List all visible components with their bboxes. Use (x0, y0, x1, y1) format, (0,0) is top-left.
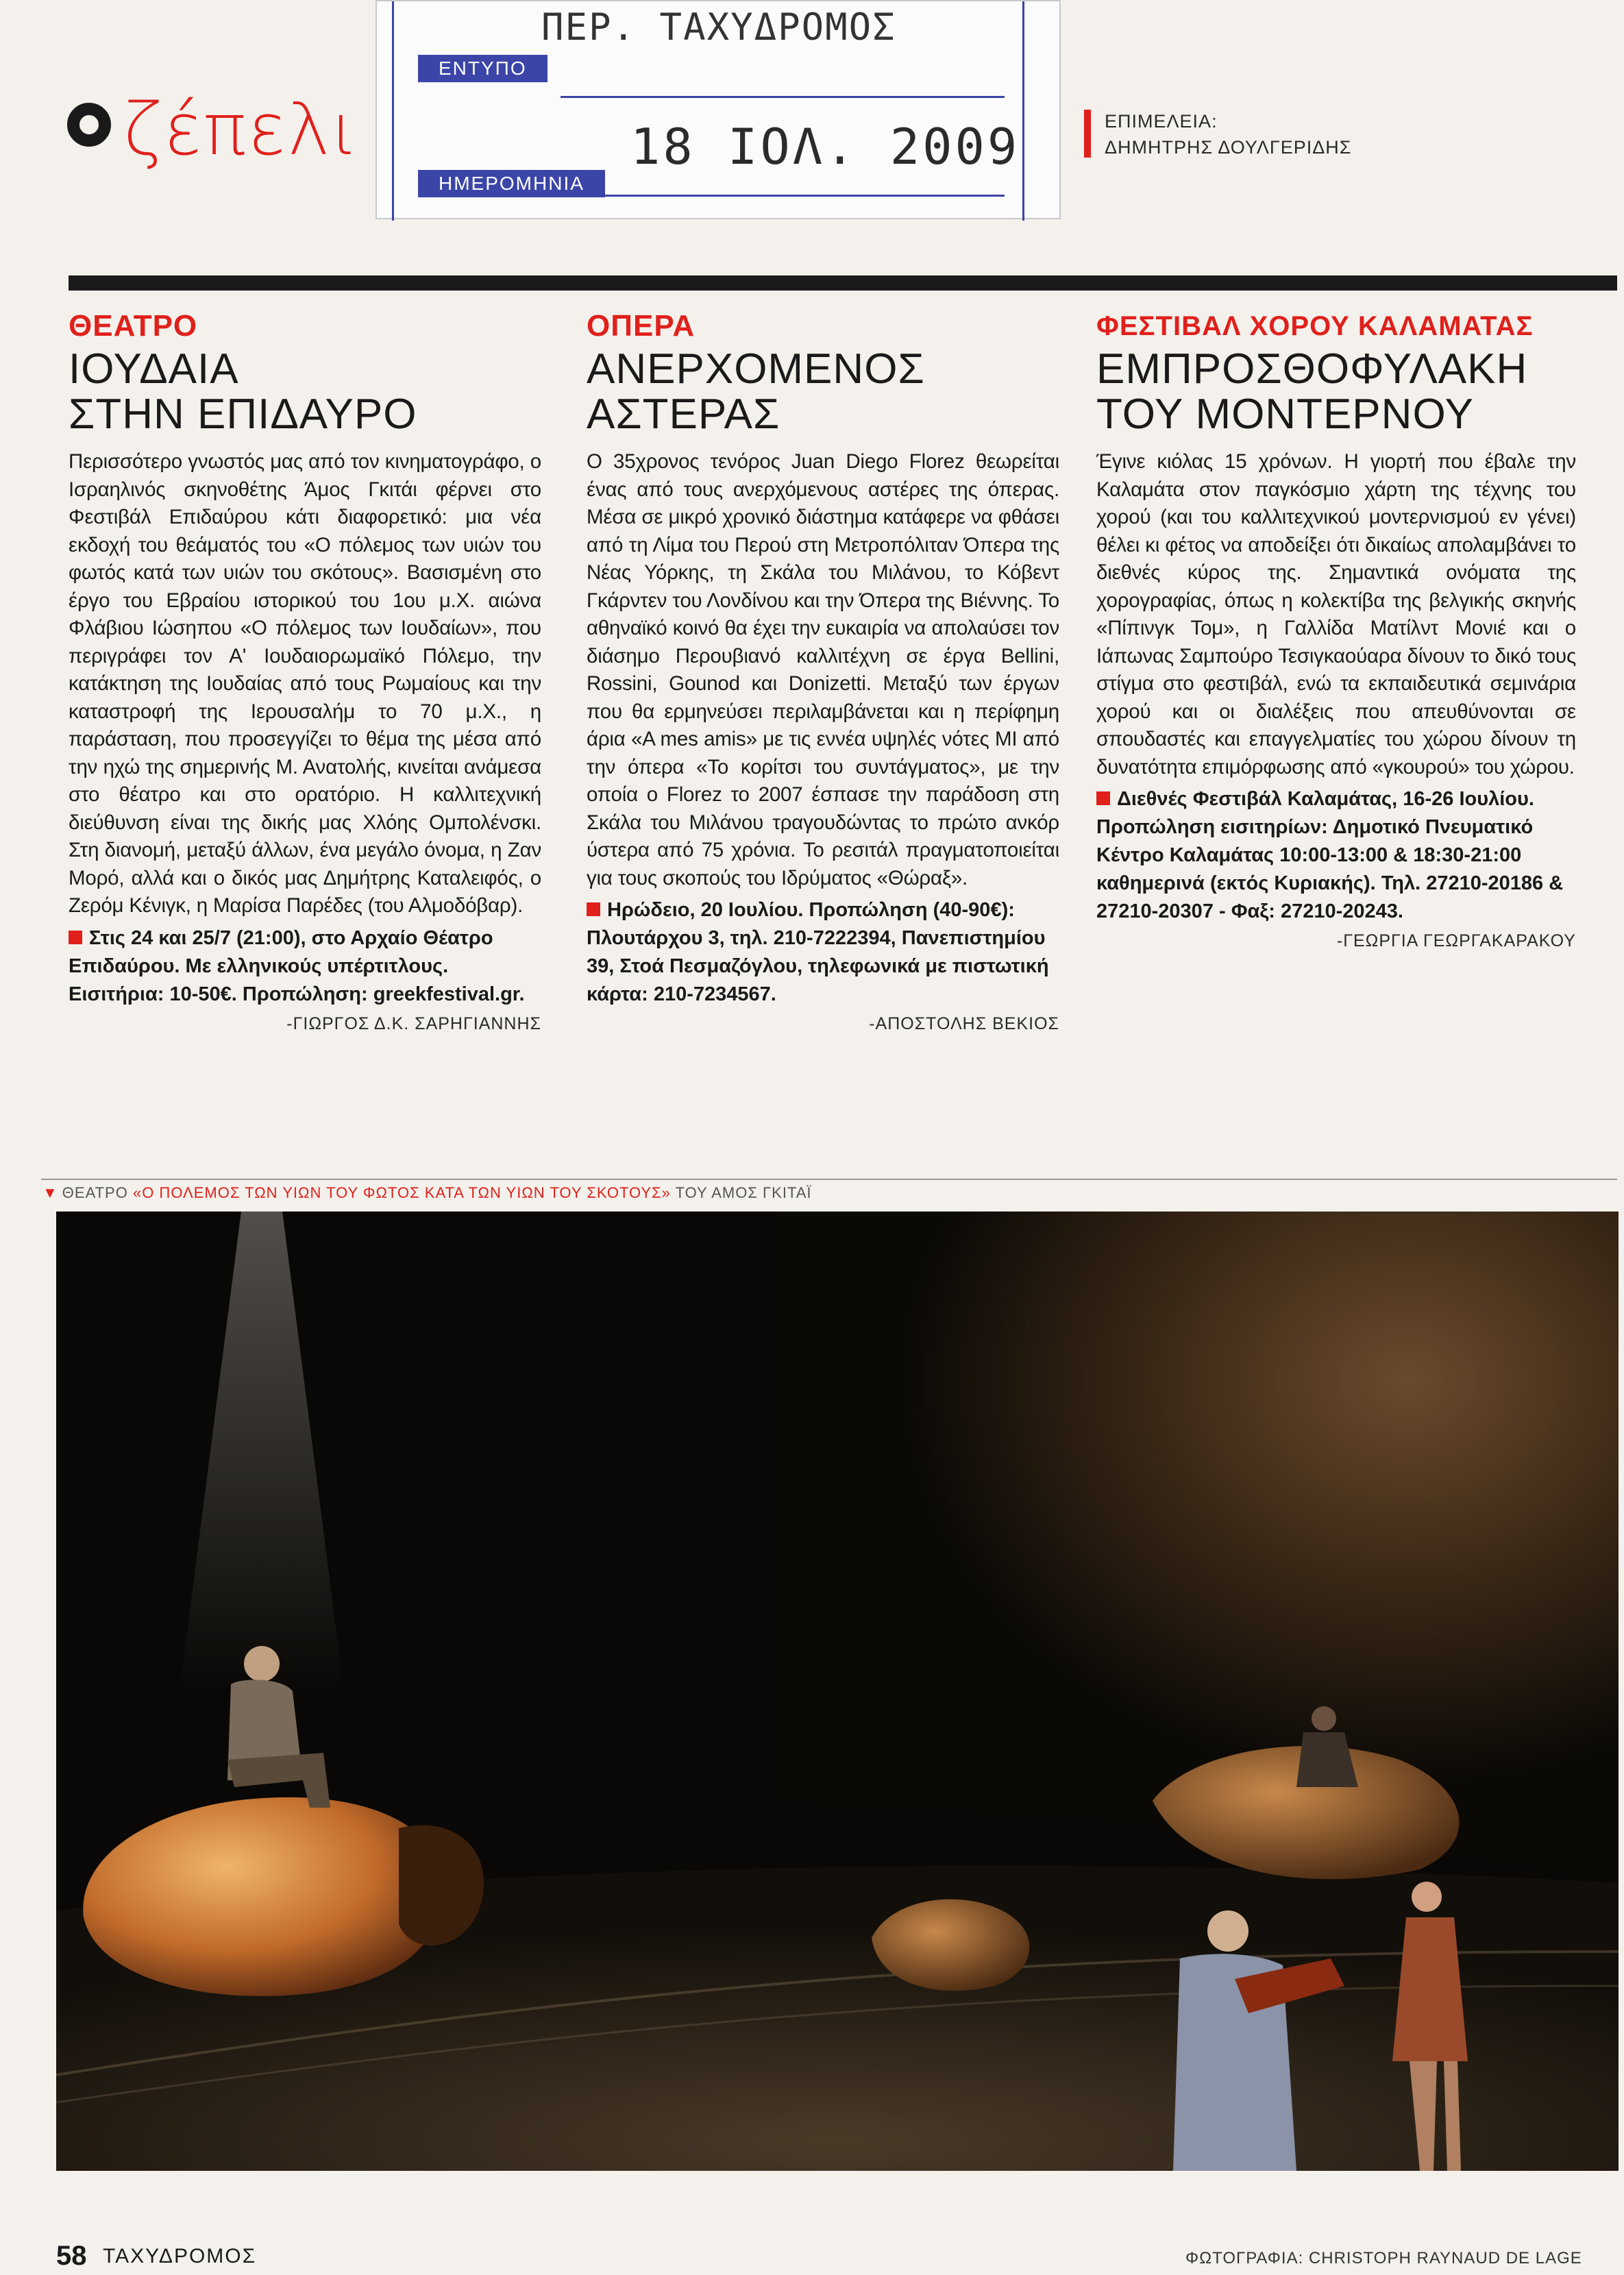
photo-caption (42, 1184, 812, 1202)
headline-line: ΑΝΕΡΧΟΜΕΝΟΣ (587, 345, 925, 393)
article-body: Έγινε κιόλας 15 χρόνων. Η γιορτή που έβαλε την Καλαμάτα στον παγκόσμιο χάρτη της τέχνης του χορού (και του καλλιτεχνικού μοντερνισμού εν γένει) θέλει κι φέτος να αποδείξει ότι δικαίως απολαμβάνει το διεθνές κύρος της. Σημαντικά ονόματα της χορογραφίας, όπως η κολεκτίβα της βελγικής σκηνής «Πίπινγκ Τομ», η Γαλλίδα Ματίλντ Μονιέ και ο Ιάπωνας Σαμπούρο Τεσιγκαούαρα δίνουν το δικό τους στίγμα στο φεστιβάλ, ενώ τα εκπαιδευτικά σεμινάρια χορού και οι διαλέξεις που απευθύνονται σε σπουδαστές και επαγγελματίες του χώρου δίνουν τη δυνατότητα επιμόρφωσης από «γκουρού» του χώρου. (1096, 450, 1576, 778)
photo-credit: ΦΩΤΟΓΡΑΦΙΑ: CHRISTOPH RAYNAUD DE LAGE (1185, 2249, 1582, 2267)
article-body: Περισσότερο γνωστός μας από τον κινηματογράφο, ο Ισραηλινός σκηνοθέτης Άμος Γκιτάι φέρνει στο Φεστιβάλ Επιδαύρου κάτι διαφορετικό: μια νέα εκδοχή του θεάματός του «Ο πόλεμος των υιών του φωτός κατά των υιών του σκότους». Βασισμένη στο έργο του Εβραίου ιστορικού του 1ου μ.Χ. αιώνα Φλάβιου Ιώσηπου «Ο πόλεμος των Ιουδαίων», που περιγράφει τον Α' Ιουδαιορωμαϊκό Πόλεμο, την κατάκτηση της Ιουδαίας από τους Ρωμαίους και την καταστροφή της Ιερουσαλήμ το 70 μ.Χ., η παράσταση, που προσεγγίζει το θέμα της μέσα από την ηχώ της σημερινής Μ. Ανατολής, κινείται ανάμεσα στο θέατρο και στο ορατόριο. Η καλλιτεχνική διεύθυνση είναι της δικής μας Χλόης Ομπολένσκι. Στη διανομή, μεταξύ άλλων, ένα μεγάλο όνομα, η Ζαν Μορό, αλλά και ο δικός μας Δημήτρης Καταλειφός, ο Ζερόμ Κένιγκ, η Μαρίσα Παρέδες (του Αλμοδόβαρ). (69, 450, 541, 917)
caption-title: «Ο ΠΟΛΕΜΟΣ ΤΩΝ ΥΙΩΝ ΤΟΥ ΦΩΤΟΣ ΚΑΤΑ ΤΩΝ ΥΙΩΝ ΤΟΥ ΣΚΟΤΟΥΣ» (132, 1184, 671, 1201)
article-headline (587, 347, 1059, 437)
bullet-square (1096, 791, 1110, 805)
postal-stamp (376, 0, 1061, 219)
info-text: Διεθνές Φεστιβάλ Καλαμάτας, 16-26 Ιουλίου. Προπώληση εισιτηρίων: Δημοτικό Πνευματικό Κέντρο Καλαμάτας 10:00-13:00 & 18:30-21:00 καθημερινά (εκτός Κυριακής). Τηλ. 27210-20186 & 27210-20307 - Φαξ: 27210-20243. (1096, 788, 1564, 922)
article-byline: -ΑΠΟΣΤΟΛΗΣ ΒΕΚΙΟΣ (869, 1014, 1059, 1033)
magazine-name: ΤΑΧΥΔΡΟΜΟΣ (103, 2245, 257, 2267)
stamp-line (392, 1, 394, 221)
stamp-date: 18 ΙΟΛ. 2009 (630, 118, 1020, 175)
article-body: Ο 35χρονος τενόρος Juan Diego Florez θεωρείται ένας από τους ανερχόμενους αστέρες της όπερας. Μέσα σε μικρό χρονικό διάστημα κατάφερε να φθάσει από τη Λίμα του Περού στη Μετροπόλιταν Όπερα της Νέας Υόρκης, τη Σκάλα του Μιλάνου, το Κόβεντ Γκάρντεν του Λονδίνου και την Όπερα της Βιέννης. Το αθηναϊκό κοινό θα έχει την ευκαιρία να απολαύσει τον διάσημο Περουβιανό καλλιτέχνη σε έργα Bellini, Rossini, Gounod και Donizetti. Μεταξύ των έργων που θα ερμηνεύσει περιλαμβάνεται και η περίφημη άρια «A mes amis» με τις εννέα υψηλές νότες ΜΙ από την όπερα «Το κορίτσι του συντάγματος», με την οποία ο Florez το 2007 έσπασε την παράδοση στη Σκάλα του Μιλάνου τραγουδώντας το πρώτο ανκόρ ύστερα από 75 χρόνια. Το ρεσιτάλ πραγματοποιείται για τους σκοπούς του Ιδρύματος «Θώραξ». (587, 450, 1059, 889)
headline-line: ΕΜΠΡΟΣΘΟΦΥΛΑΚΗ (1096, 345, 1528, 393)
article-byline: -ΓΕΩΡΓΙΑ ΓΕΩΡΓΑΚΑΡΑΚΟΥ (1336, 931, 1576, 950)
article-kicker: ΘΕΑΤΡΟ (69, 309, 198, 343)
stamp-type-label: ΕΝΤΥΠΟ (418, 55, 548, 82)
editor-credit (1105, 108, 1351, 160)
article-dance-festival (1096, 308, 1576, 951)
header-rule (69, 275, 1617, 291)
bullet-square (69, 931, 82, 944)
stamp-underline (561, 96, 1005, 98)
article-kicker: ΟΠΕΡΑ (587, 309, 696, 343)
stage-photo (56, 1212, 1619, 2171)
article-kicker: ΦΕΣΤΙΒΑΛ ΧΟΡΟΥ ΚΑΛΑΜΑΤΑΣ (1096, 311, 1534, 341)
article-headline (1096, 347, 1576, 437)
article-byline: -ΓΙΩΡΓΟΣ Δ.Κ. ΣΑΡΗΓΙΑΝΝΗΣ (286, 1013, 541, 1033)
headline-line: ΣΤΗΝ ΕΠΙΔΑΥΡΟ (69, 391, 417, 438)
caption-rest: ΤΟΥ ΑΜΟΣ ΓΚΙΤΑΪ (675, 1184, 812, 1201)
info-text: Ηρώδειο, 20 Ιουλίου. Προπώληση (40-90€): Πλουτάρχου 3, τηλ. 210-7222394, Πανεπιστημίου 39, Στοά Πεσμαζόγλου, τηλεφωνικά με πιστωτική κάρτα: 210-7234567. (587, 899, 1049, 1005)
article-info (69, 924, 541, 1009)
editor-name: ΔΗΜΗΤΡΗΣ ΔΟΥΛΓΕΡΙΔΗΣ (1105, 137, 1352, 158)
headline-line: ΑΣΤΕΡΑΣ (587, 391, 780, 438)
caption-section: ΘΕΑΤΡΟ (62, 1184, 128, 1201)
bullet-square (587, 902, 600, 916)
caption-triangle-icon: ▼ (42, 1184, 58, 1201)
headline-line: ΙΟΥΔΑΙΑ (69, 345, 239, 393)
article-info (1096, 785, 1576, 926)
section-logo: ζέπελι (123, 88, 360, 171)
article-info (587, 896, 1059, 1009)
caption-rule (41, 1179, 1617, 1180)
editor-label: ΕΠΙΜΕΛΕΙΑ: (1105, 111, 1218, 132)
stamp-date-label: ΗΜΕΡΟΜΗΝΙΑ (418, 170, 605, 197)
logo-o (67, 103, 111, 147)
page-number: 58 (56, 2241, 87, 2271)
article-theatre (69, 308, 541, 1034)
stamp-line (1022, 1, 1024, 221)
stamp-underline (599, 195, 1005, 197)
headline-line: ΤΟΥ ΜΟΝΤΕΡΝΟΥ (1096, 391, 1475, 438)
article-opera (587, 308, 1059, 1034)
editor-accent (1084, 110, 1091, 158)
article-headline (69, 347, 541, 437)
info-text: Στις 24 και 25/7 (21:00), στο Αρχαίο Θέατρο Επιδαύρου. Με ελληνικούς υπέρτιτλους. Εισιτήρια: 10-50€. Προπώληση: greekfestival.gr. (69, 926, 525, 1005)
stamp-publication: ΠΕΡ. ΤΑΧΥΔΡΟΜΟΣ (541, 5, 896, 49)
stage-photo-illustration (56, 1212, 1619, 2171)
